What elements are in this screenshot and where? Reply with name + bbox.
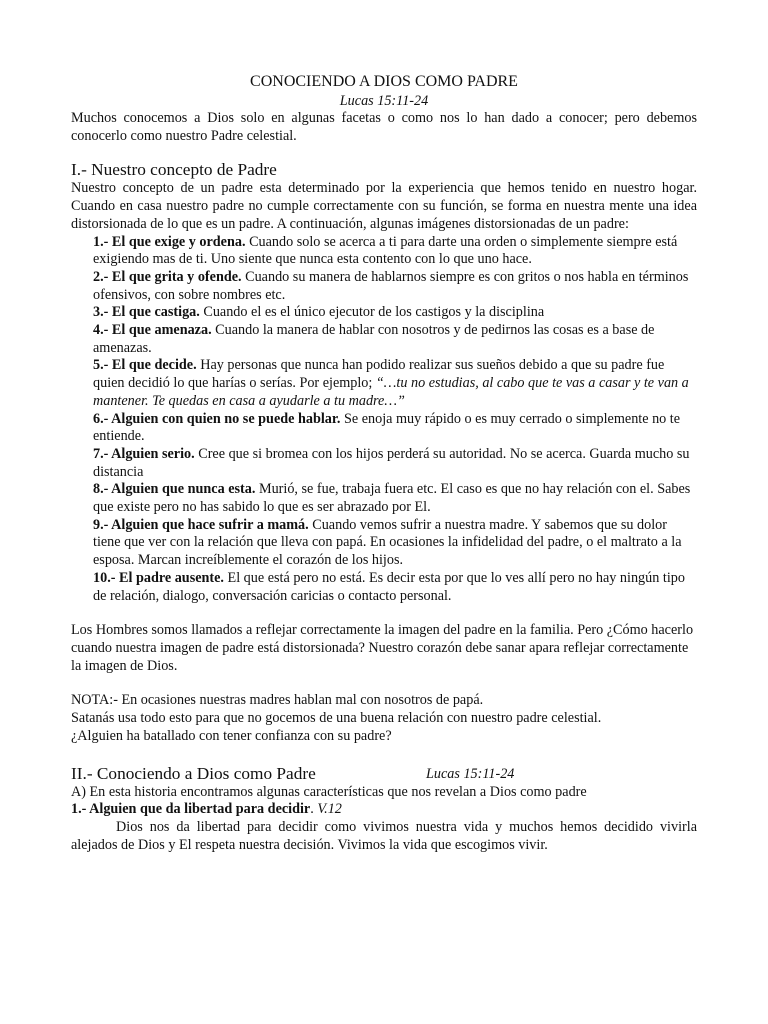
list-item (93, 304, 697, 322)
list-item-label: 9.- Alguien que hace sufrir a mamá. (93, 516, 309, 533)
list-item-text: Murió, se fue, trabaja fuera etc. El caso es que no hay relación con el. Sabes que existe pero no has sabido lo que es ser abrazado por El. (93, 481, 691, 516)
section-2-item-1 (71, 801, 697, 819)
list-item-text: Hay personas que nunca han podido realizar sus sueños debido a que su padre fue quien decidió lo que harías o serías. Por ejemplo; (93, 357, 665, 392)
nota-line: Satanás usa todo esto para que no gocemos de una buena relación con nuestro padre celestial. (71, 710, 602, 727)
list-item (93, 446, 697, 481)
section-2-item-1-text: Dios nos da libertad para decidir como vivimos nuestra vida y muchos hemos decidido vivirla alejados de Dios y El respeta nuestra decisión. Vivimos la vida que escogimos vivir. (71, 818, 697, 853)
list-item-quote: “…tu no estudias, al cabo que te vas a casar y te van a mantener. Te quedas en casa a ayudarle a tu madre…” (93, 375, 689, 409)
distorted-images-list (93, 234, 697, 606)
list-item-text: El que está pero no está. Es decir esta por que lo ves allí pero no hay ningún tipo de relación, dialogo, conversación caricias o contacto personal. (93, 569, 685, 604)
list-item (93, 234, 697, 269)
list-item (93, 357, 697, 410)
hombres-paragraph-block (71, 622, 697, 675)
intro-paragraph: Muchos conocemos a Dios solo en algunas facetas o como nos lo han dado a conocer; pero debemos conocerlo como nuestro Padre celestial. (71, 110, 697, 144)
list-item-text: Cuando solo se acerca a ti para darte una orden o simplemente siempre está exigiendo mas de ti. Uno siente que nunca esta contento con lo que uno hace. (93, 233, 678, 268)
list-item (93, 269, 697, 304)
list-item (93, 517, 697, 570)
section-1-heading: I.- Nuestro concepto de Padre (71, 160, 277, 180)
list-item-label: 3.- El que castiga. (93, 304, 200, 321)
list-item-label: 1.- El que exige y ordena. (93, 233, 246, 250)
list-item-text: Cuando vemos sufrir a nuestra madre. Y sabemos que su dolor tiene que ver con la relación que lleva con papá. En ocasiones la infidelidad del padre, o el maltrato a la esposa. Marcan increíblemente el corazón de los hijos. (93, 516, 682, 569)
list-item-text: Cuando la manera de hablar con nosotros y de pedirnos las cosas es a base de amenazas. (93, 322, 655, 356)
section-2-reference: Lucas 15:11-24 (426, 765, 515, 782)
hombres-paragraph: Los Hombres somos llamados a reflejar correctamente la imagen del padre en la familia. Pero ¿Cómo hacerlo cuando nuestra imagen de padre está distorsionada? Nuestro corazón debe sanar apara reflejar correctamente la imagen de Dios. (71, 622, 694, 674)
list-item-text: Cuando el es el único ejecutor de los castigos y la disciplina (199, 304, 545, 321)
list-item-label: 5.- El que decide. (93, 357, 197, 374)
page-title: CONOCIENDO A DIOS COMO PADRE (250, 73, 518, 90)
section-2-item-1-dot: . (310, 801, 314, 818)
list-item-text: Se enoja muy rápido o es muy cerrado o simplemente no te entiende. (93, 410, 681, 445)
section-2-heading (71, 763, 697, 784)
nota-block (71, 692, 697, 745)
list-item-text: Cree que si bromea con los hijos perderá su autoridad. No se acerca. Guarda mucho su distancia (93, 445, 690, 480)
page-subtitle: Lucas 15:11-24 (339, 93, 429, 109)
list-item (93, 481, 697, 516)
list-item-text: Cuando su manera de hablarnos siempre es con gritos o nos habla en términos ofensivos, con sobre nombres etc. (93, 268, 689, 303)
section-1-paragraph: Nuestro concepto de un padre esta determinado por la experiencia que hemos tenido en nuestro hogar. Cuando en casa nuestro padre no cumple correctamente con su función, se forma en nuestra mente una idea distorsionada de lo que es un padre. A continuación, algunas imágenes distorsionadas de un padre: (71, 180, 697, 232)
section-2-item-1-ref: V.12 (313, 801, 342, 818)
list-item (93, 322, 697, 357)
list-item (93, 411, 697, 446)
list-item (93, 570, 697, 605)
nota-line: NOTA:- En ocasiones nuestras madres hablan mal con nosotros de papá. (71, 692, 484, 709)
nota-line: ¿Alguien ha batallado con tener confianza con su padre? (71, 727, 392, 744)
section-2-item-1-label: 1.- Alguien que da libertad para decidir (71, 801, 311, 818)
list-item-label: 6.- Alguien con quien no se puede hablar. (93, 410, 341, 427)
list-item-label: 4.- El que amenaza. (93, 322, 212, 339)
list-item-label: 8.- Alguien que nunca esta. (93, 481, 256, 498)
list-item-label: 2.- El que grita y ofende. (93, 268, 242, 285)
section-2-line-a: A) En esta historia encontramos algunas características que nos revelan a Dios como padre (71, 783, 587, 800)
list-item-label: 10.- El padre ausente. (93, 569, 224, 586)
section-2-heading-text: II.- Conociendo a Dios como Padre (71, 763, 316, 783)
document-page (71, 72, 697, 854)
list-item-label: 7.- Alguien serio. (93, 445, 195, 462)
